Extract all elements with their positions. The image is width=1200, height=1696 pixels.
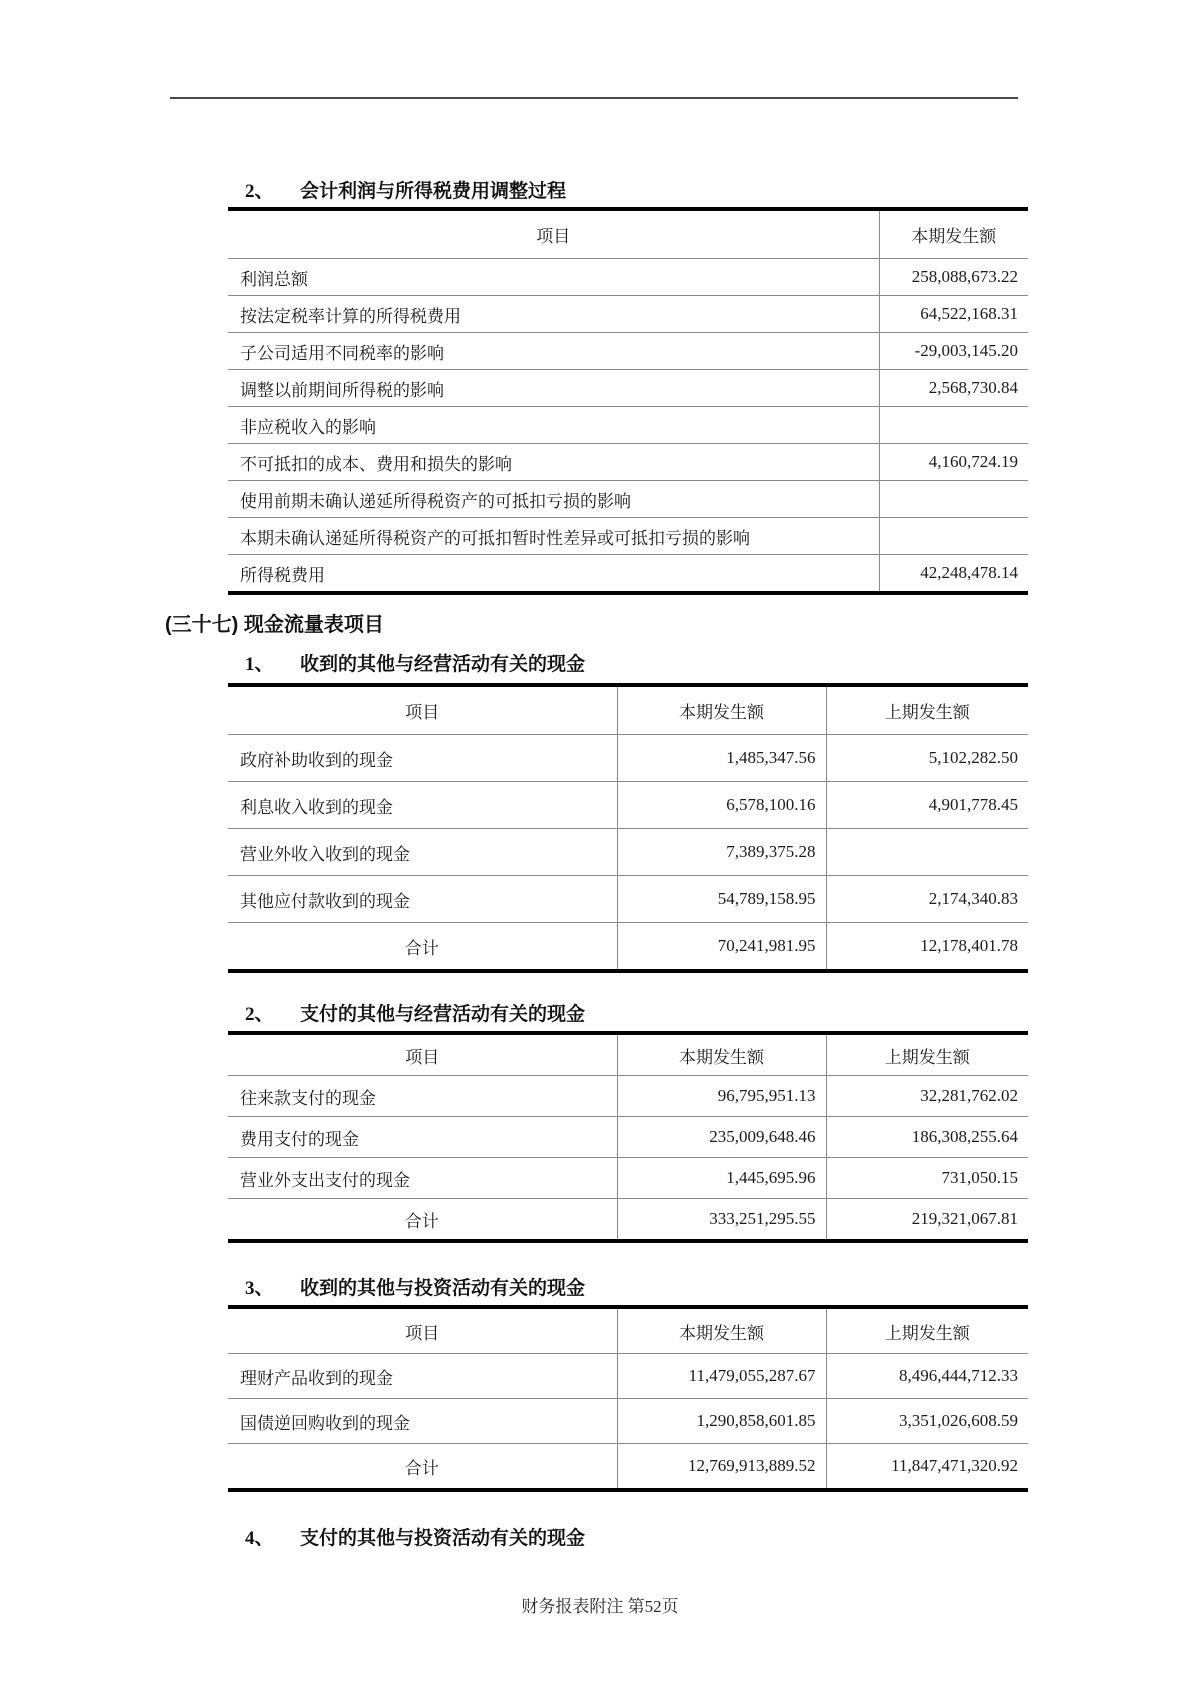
current-period-cell: 1,290,858,601.85 [617, 1399, 826, 1444]
table-row [228, 829, 1028, 876]
item-label-cell: 国债逆回购收到的现金 [228, 1399, 617, 1444]
heading-other-operating-cash-received [245, 649, 585, 676]
total-row [228, 1444, 1028, 1491]
heading-number: 1、 [245, 654, 274, 675]
column-header: 本期发生额 [617, 1307, 826, 1354]
item-label-cell: 按法定税率计算的所得税费用 [228, 296, 879, 333]
item-label-cell: 合计 [404, 938, 439, 958]
item-label-cell: 子公司适用不同税率的影响 [228, 333, 879, 370]
item-label-cell: 费用支付的现金 [228, 1117, 617, 1158]
heading-income-tax-adjustment [245, 176, 566, 203]
table-header-row [228, 685, 1028, 735]
item-label-cell: 营业外收入收到的现金 [228, 829, 617, 876]
current-period-cell: 96,795,951.13 [617, 1076, 826, 1117]
item-label-cell: 利润总额 [228, 259, 879, 296]
column-header: 本期发生额 [617, 1033, 826, 1076]
item-label-cell: 非应税收入的影响 [228, 407, 879, 444]
prior-period-cell: 8,496,444,712.33 [826, 1354, 1028, 1399]
table-row [228, 782, 1028, 829]
heading-other-investing-cash-received [245, 1273, 585, 1300]
heading-cash-flow-items: (三十七) 现金流量表项目 [165, 614, 384, 636]
prior-period-cell: 11,847,471,320.92 [826, 1444, 1028, 1491]
other-operating-cash-received-table [228, 683, 1028, 973]
table-header-row [228, 209, 1028, 259]
table-header-row [228, 1033, 1028, 1076]
current-period-cell: 12,769,913,889.52 [617, 1444, 826, 1491]
item-label-cell: 所得税费用 [240, 565, 325, 585]
current-period-cell: 4,160,724.19 [879, 444, 1028, 481]
column-header: 上期发生额 [826, 685, 1028, 735]
page-footer: 财务报表附注 第52页 [521, 1597, 679, 1616]
prior-period-cell: 2,174,340.83 [826, 876, 1028, 923]
heading-other-investing-cash-paid [245, 1523, 585, 1550]
current-period-cell: -29,003,145.20 [879, 333, 1028, 370]
table-header-row [228, 1307, 1028, 1354]
current-period-cell [879, 481, 1028, 518]
item-label-cell: 调整以前期间所得税的影响 [228, 370, 879, 407]
current-period-cell: 235,009,648.46 [617, 1117, 826, 1158]
heading-other-operating-cash-paid [245, 999, 585, 1026]
heading-number: 2、 [245, 1004, 274, 1025]
table-row [228, 444, 1028, 481]
current-period-cell: 2,568,730.84 [879, 370, 1028, 407]
column-header: 上期发生额 [826, 1307, 1028, 1354]
current-period-cell: 333,251,295.55 [617, 1199, 826, 1242]
header-rule [170, 97, 1018, 99]
item-label-cell: 营业外支出支付的现金 [228, 1158, 617, 1199]
current-period-cell: 64,522,168.31 [879, 296, 1028, 333]
prior-period-cell [826, 829, 1028, 876]
column-header: 本期发生额 [617, 685, 826, 735]
item-label-cell: 往来款支付的现金 [228, 1076, 617, 1117]
table-row [228, 333, 1028, 370]
prior-period-cell: 12,178,401.78 [826, 923, 1028, 972]
table-row [228, 555, 1028, 594]
current-period-cell: 258,088,673.22 [879, 259, 1028, 296]
heading-number: 3、 [245, 1278, 274, 1299]
current-period-cell: 1,445,695.96 [617, 1158, 826, 1199]
current-period-cell: 54,789,158.95 [617, 876, 826, 923]
column-header: 上期发生额 [826, 1033, 1028, 1076]
prior-period-cell: 3,351,026,608.59 [826, 1399, 1028, 1444]
heading-title: 支付的其他与投资活动有关的现金 [300, 1528, 586, 1549]
item-label-cell: 使用前期未确认递延所得税资产的可抵扣亏损的影响 [228, 481, 879, 518]
current-period-cell: 42,248,478.14 [879, 555, 1028, 594]
current-period-cell: 1,485,347.56 [617, 735, 826, 782]
financial-table [228, 207, 1028, 595]
table-row [228, 1399, 1028, 1444]
prior-period-cell: 5,102,282.50 [826, 735, 1028, 782]
heading-title: 会计利润与所得税费用调整过程 [300, 181, 567, 202]
column-header: 项目 [228, 1307, 617, 1354]
current-period-cell: 7,389,375.28 [617, 829, 826, 876]
current-period-cell: 6,578,100.16 [617, 782, 826, 829]
table-row [228, 1158, 1028, 1199]
item-label-cell: 本期未确认递延所得税资产的可抵扣暂时性差异或可抵扣亏损的影响 [228, 518, 879, 555]
prior-period-cell: 32,281,762.02 [826, 1076, 1028, 1117]
financial-table [228, 1305, 1028, 1492]
table-row [228, 481, 1028, 518]
financial-table [228, 1031, 1028, 1243]
table-row [228, 1076, 1028, 1117]
table-row [228, 1117, 1028, 1158]
table-row [228, 1354, 1028, 1399]
financial-table [228, 683, 1028, 973]
table-row [228, 407, 1028, 444]
table-row [228, 876, 1028, 923]
current-period-cell: 70,241,981.95 [617, 923, 826, 972]
current-period-cell: 11,479,055,287.67 [617, 1354, 826, 1399]
table-row [228, 296, 1028, 333]
item-label-cell: 不可抵扣的成本、费用和损失的影响 [228, 444, 879, 481]
other-investing-cash-received-table [228, 1305, 1028, 1492]
column-header: 项目 [228, 209, 879, 259]
column-header: 本期发生额 [879, 209, 1028, 259]
prior-period-cell: 219,321,067.81 [826, 1199, 1028, 1242]
table-row [228, 259, 1028, 296]
item-label-cell: 合计 [404, 1211, 439, 1231]
item-label-cell: 合计 [404, 1458, 439, 1478]
heading-title: 支付的其他与经营活动有关的现金 [300, 1004, 586, 1025]
current-period-cell [879, 407, 1028, 444]
prior-period-cell: 4,901,778.45 [826, 782, 1028, 829]
heading-number: 2、 [245, 181, 274, 202]
item-label-cell: 理财产品收到的现金 [228, 1354, 617, 1399]
column-header: 项目 [228, 1033, 617, 1076]
heading-title: 收到的其他与投资活动有关的现金 [300, 1278, 586, 1299]
total-row [228, 1199, 1028, 1242]
heading-title: 收到的其他与经营活动有关的现金 [300, 654, 586, 675]
other-operating-cash-paid-table [228, 1031, 1028, 1243]
table-row [228, 370, 1028, 407]
table-row [228, 518, 1028, 555]
column-header: 项目 [228, 685, 617, 735]
item-label-cell: 利息收入收到的现金 [228, 782, 617, 829]
total-row [228, 923, 1028, 972]
income-tax-adjustment-table [228, 207, 1028, 595]
item-label-cell: 政府补助收到的现金 [228, 735, 617, 782]
table-row [228, 735, 1028, 782]
prior-period-cell: 186,308,255.64 [826, 1117, 1028, 1158]
heading-number: 4、 [245, 1528, 274, 1549]
current-period-cell [879, 518, 1028, 555]
item-label-cell: 其他应付款收到的现金 [228, 876, 617, 923]
prior-period-cell: 731,050.15 [826, 1158, 1028, 1199]
